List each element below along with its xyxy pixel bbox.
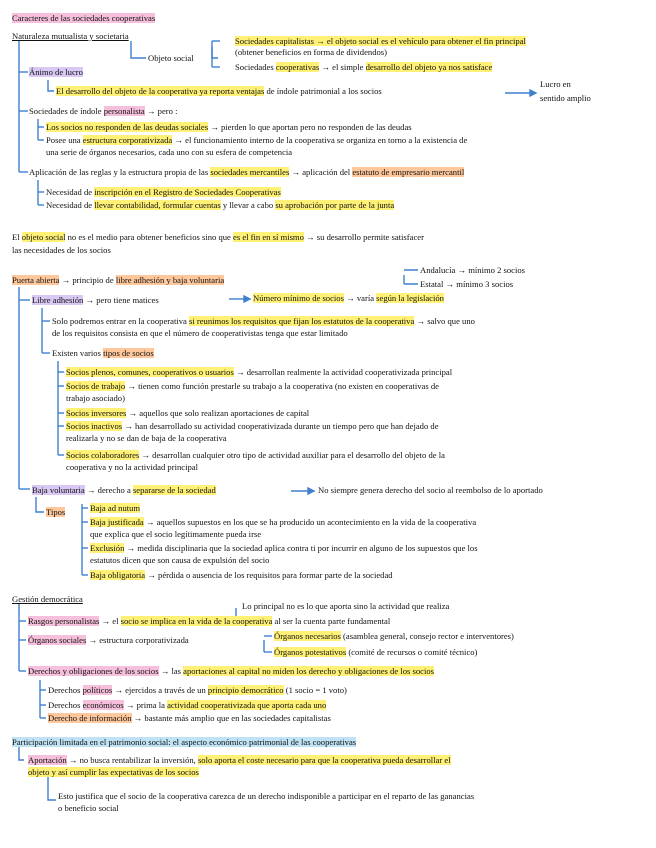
aportacion-2: objeto y así cumplir las expectativas de los socios [28,767,199,777]
animo-detail: El desarrollo del objeto de la cooperativa ya reporta ventajas de índole patrimonial a los socios [56,86,382,96]
responden-line: Los socios no responden de las deudas sociales → pierden lo que aportan pero no responden de las deudas [46,122,412,132]
exclusion-2: estatutos dicen que son causa de expulsión del socio [90,555,270,565]
baja-voluntaria-node: Baja voluntaria → derecho a separarse de la sociedad [32,485,216,495]
andalucia-minimo: Andalucía → mínimo 2 socios [420,265,526,275]
contabilidad-line: Necesidad de llevar contabilidad, formular cuentas y llevar a cabo su aprobación por parte de la junta [46,200,395,210]
objeto-paragraph-2: las necesidades de los socios [12,245,111,255]
derechos-obligaciones: Derechos y obligaciones de los socios → las aportaciones al capital no miden los derecho y obligaciones de los socios [28,666,434,676]
tipos-socios-node: Existen varios tipos de socios [52,348,154,358]
socios-trabajo-2: trabajo asociado) [66,393,125,403]
socios-trabajo-1: Socios de trabajo → tienen como función prestarle su trabajo a la cooperativa (no existen en cooperativas de [66,381,439,391]
justifica-1: Esto justifica que el socio de la cooperativa carezca de un derecho indisponible a participar en el reparto de las ganancias [58,791,475,801]
section-participacion: Participación limitada en el patrimonio social: el aspecto económico patrimonial de las cooperativas [12,737,357,747]
section-gestion: Gestión democrática [12,594,83,604]
numero-minimo: Número mínimo de socios → varía según la legislación [253,293,444,303]
socios-inactivos-2: realizarla y no se dan de baja de la cooperativa [66,433,227,443]
lo-principal: Lo principal no es lo que aporta sino la actividad que realiza [242,601,450,611]
personalista-node: Sociedades de índole personalista → pero : [29,106,178,116]
libre-adhesion-node: Libre adhesión → pero tiene matices [32,295,159,305]
socios-inversores: Socios inversores → aquellos que solo realizan aportaciones de capital [66,408,310,418]
cooperativas-line: Sociedades cooperativas → el simple desarrollo del objeto ya nos satisface [235,62,493,72]
lucro-amplio-1: Lucro en [540,79,571,89]
tipos-baja-node: Tipos [46,507,66,517]
capitalistas-note: (obtener beneficios en forma de dividendos) [235,47,388,57]
organos-potestativos: Órganos potestativos (comité de recursos o comité técnico) [274,647,478,657]
exclusion-1: Exclusión → medida disciplinaria que la sociedad aplica contra ti por incurrir en alguno de los supuestos que los [90,543,478,553]
derecho-informacion: Derecho de información → bastante más amplio que en las sociedades capitalistas [48,713,331,723]
section-naturaleza: Naturaleza mutualista y societaria [12,31,129,41]
estructura-line-2: una serie de órganos necesarios, cada uno con su esfera de competencia [46,147,293,157]
socios-plenos: Socios plenos, comunes, cooperativos o usuarios → desarrollan realmente la actividad cooperativizada principal [66,367,453,377]
baja-ad-nutum: Baja ad nutum [90,503,141,513]
objeto-social-node: Objeto social [148,53,194,63]
socios-colaboradores-2: cooperativa y no la actividad principal [66,462,198,472]
section-puerta-abierta: Puerta abierta → principio de libre adhesión y baja voluntaria [12,275,225,285]
page-title: Caracteres de las sociedades cooperativas [12,13,156,23]
capitalistas-line: Sociedades capitalistas → el objeto social es el vehículo para obtener el fin principal [235,36,526,46]
organos-necesarios: Órganos necesarios (asamblea general, consejo rector e interventores) [274,631,514,641]
justifica-2: o beneficio social [58,803,119,813]
mercantil-node: Aplicación de las reglas y la estructura propia de las sociedades mercantiles → aplicación del estatuto de empresario mercantil [29,167,465,177]
socios-inactivos-1: Socios inactivos → han desarrollado su actividad cooperativizada durante un tiempo pero que han dejado de [66,421,439,431]
registro-line: Necesidad de inscripción en el Registro de Sociedades Cooperativas [46,187,281,197]
aportacion-1: Aportación → no busca rentabilizar la inversión, solo aporta el coste necesario para que la cooperativa pueda desarrollar el [28,755,451,765]
rasgos-personalistas: Rasgos personalistas → el socio se implica en la vida de la cooperativa al ser la cuenta parte fundamental [28,616,391,626]
objeto-paragraph-1: El objeto social no es el medio para obtener beneficios sino que es el fin en sí mismo → su desarrollo permite satisfacer [12,232,424,242]
estatal-minimo: Estatal → mínimo 3 socios [420,279,514,289]
animo-lucro-node: Ánimo de lucro [29,67,83,77]
baja-justificada-1: Baja justificada → aquellos supuestos en los que se ha producido un acontecimiento en la vida de la cooperativa [90,517,477,527]
solo-podremos-2: de los requisitos consista en que el número de cooperativistas tenga que estar limitado [52,328,348,338]
baja-obligatoria: Baja obligatoria → pérdida o ausencia de los requisitos para formar parte de la sociedad [90,570,393,580]
derechos-politicos: Derechos políticos → ejercidos a través de un principio democrático (1 socio = 1 voto) [48,685,347,695]
baja-justificada-2: que explica que el socio legítimamente pueda irse [90,529,262,539]
socios-colaboradores-1: Socios colaboradores → desarrollan cualquier otro tipo de actividad auxiliar para el desarrollo del objeto de la [66,450,445,460]
lucro-amplio-2: sentido amplio [540,93,591,103]
derechos-economicos: Derechos económicos → prima la actividad cooperativizada que aporta cada uno [48,700,327,710]
estructura-line: Posee una estructura corporativizada → el funcionamiento interno de la cooperativa se organiza en torno a la existencia de [46,135,468,145]
no-siempre-reembolso: No siempre genera derecho del socio al reembolso de lo aportado [318,485,543,495]
organos-sociales: Órganos sociales → estructura corporativizada [28,635,189,645]
solo-podremos-1: Solo podremos entrar en la cooperativa si reunimos los requisitos que fijan los estatutos de la cooperativa → salvo que uno [52,316,475,326]
